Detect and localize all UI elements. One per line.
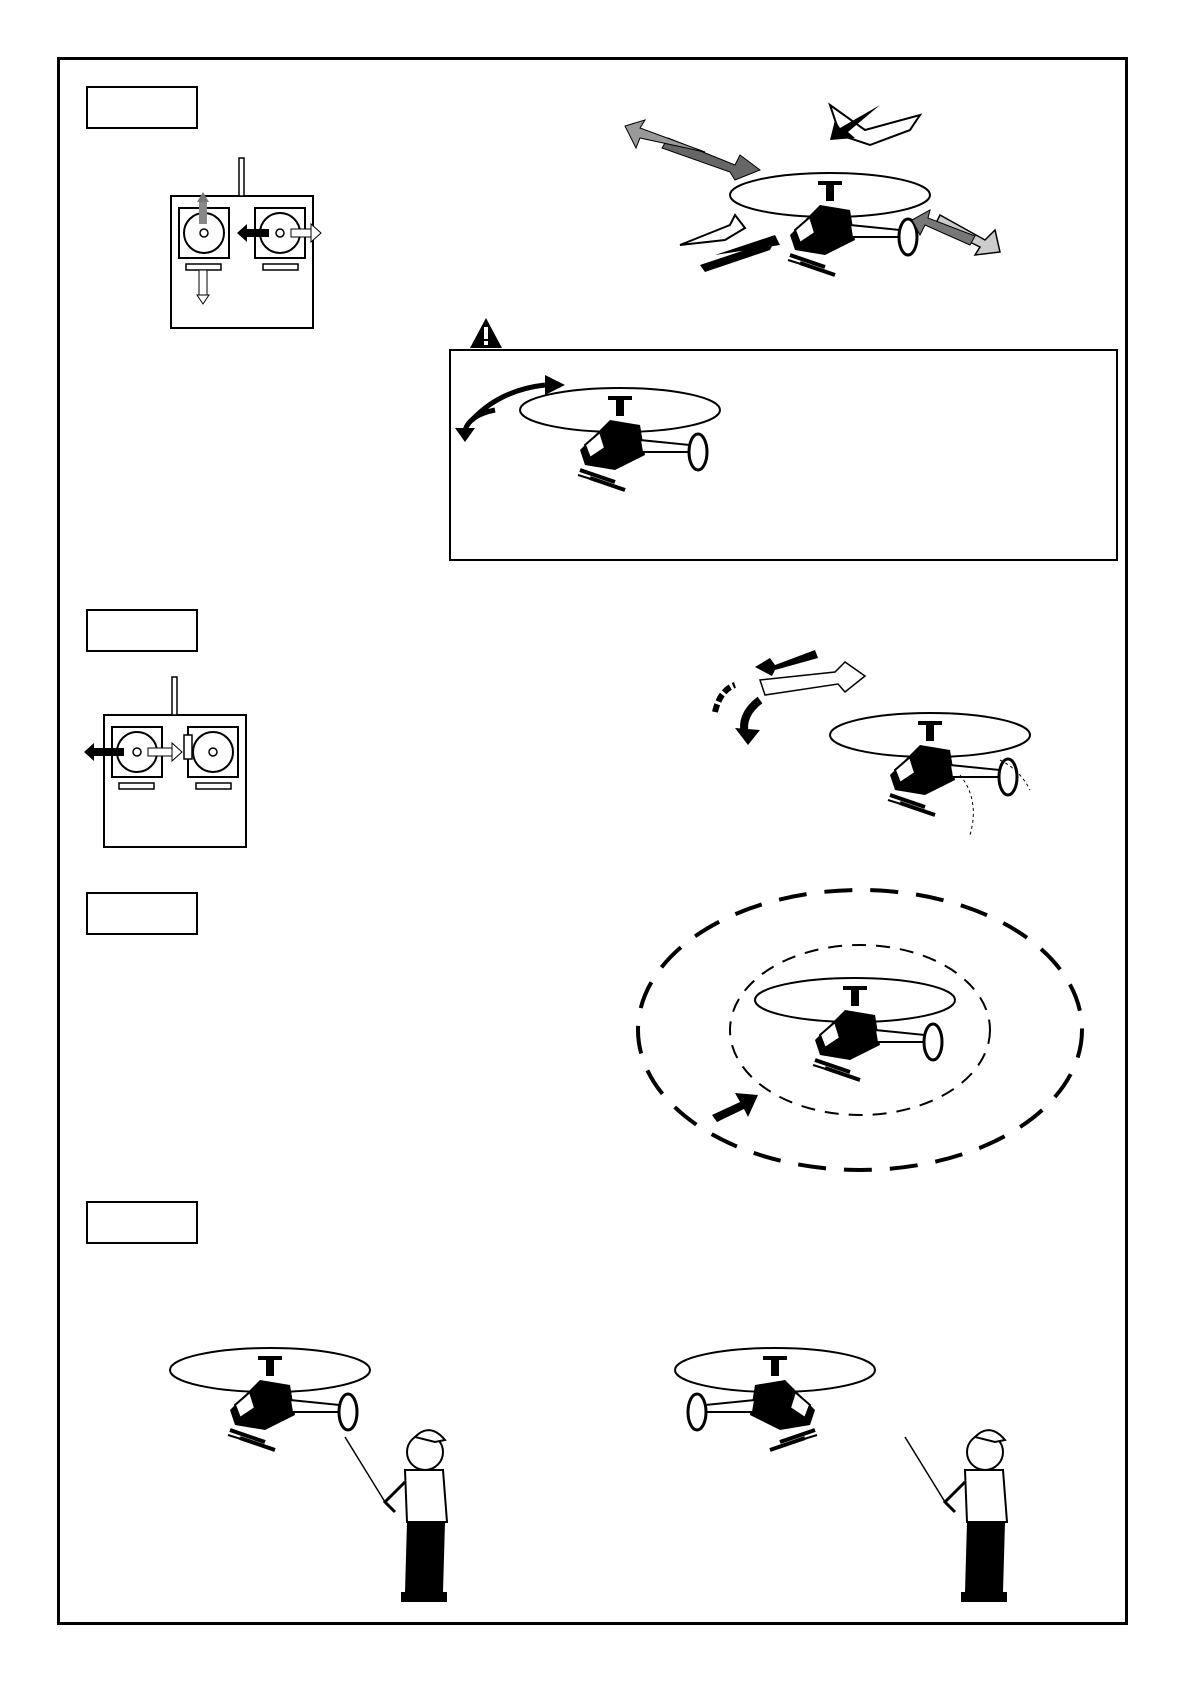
direction-arrow-icon	[712, 1093, 758, 1122]
section-1-helicopter	[730, 173, 930, 275]
section-4-left-pilot	[345, 1430, 447, 1602]
section-2-transmitter	[84, 677, 246, 847]
section-1-transmitter	[171, 158, 321, 328]
section-2-helicopter	[830, 713, 1030, 815]
section-4-right-pilot	[905, 1430, 1007, 1602]
warning-helicopter	[520, 388, 720, 490]
section-3-helicopter	[755, 978, 955, 1080]
section-4-right-helicopter	[675, 1348, 875, 1450]
warning-triangle-icon	[470, 318, 502, 348]
section-4-left-helicopter	[170, 1348, 370, 1450]
